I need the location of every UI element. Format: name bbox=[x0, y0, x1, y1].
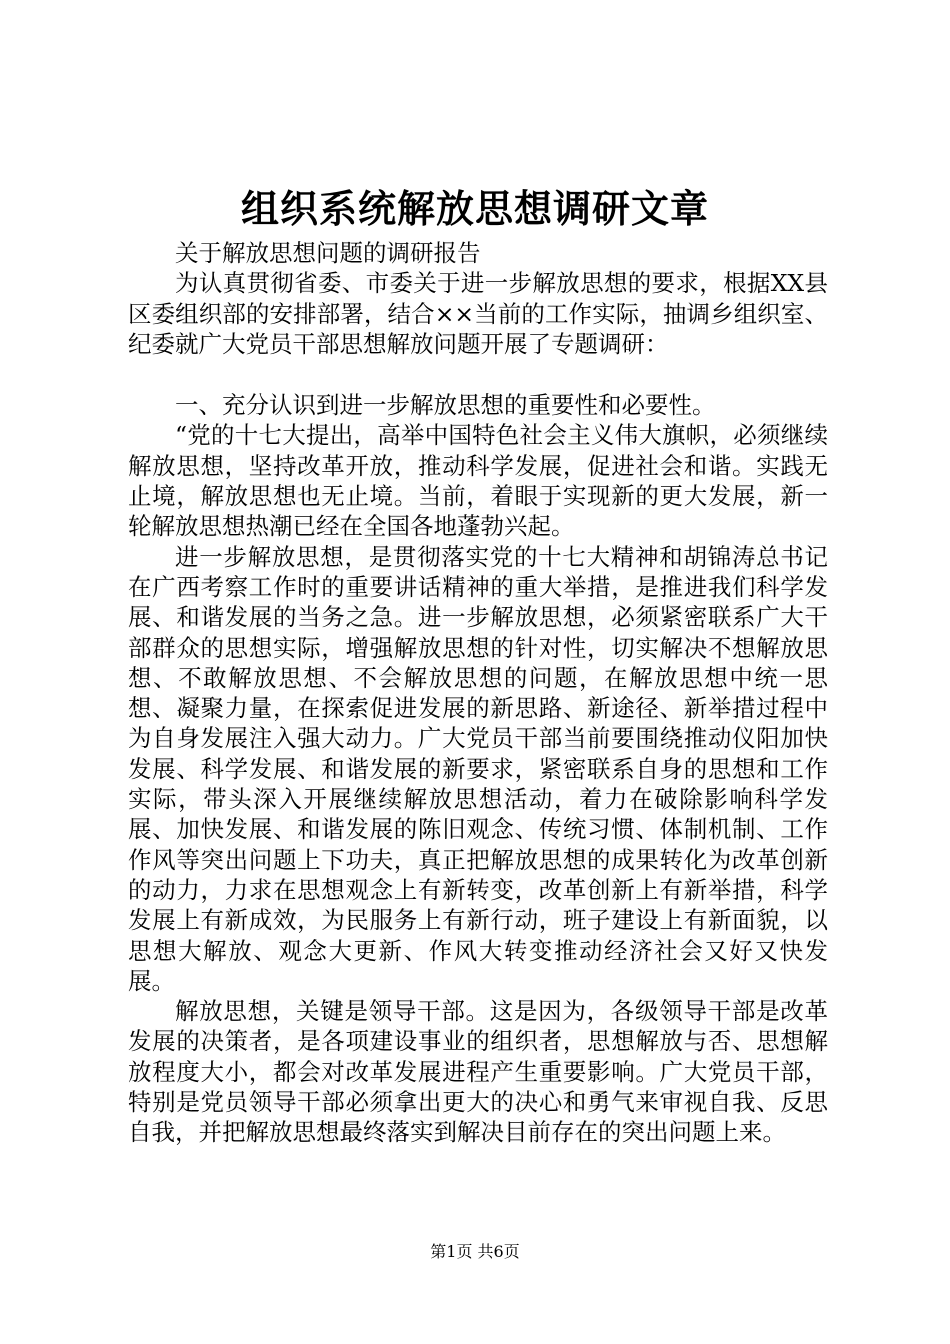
page-title: 组织系统解放思想调研文章 bbox=[240, 186, 709, 231]
section-heading: 一、充分认识到进一步解放思想的重要性和必要性。 bbox=[175, 391, 716, 420]
page-number-footer: 第1页 共6页 bbox=[430, 1242, 520, 1261]
body-paragraph: 进一步解放思想，是贯彻落实党的十七大精神和胡锦涛总书记在广西考察工作时的重要讲话精神的重大举措，是推进我们科学发展、和谐发展的当务之急。进一步解放思想，必须紧密联系广大干部群众的思想实际，增强解放思想的针对性，切实解决不想解放思想、不敢解放思想、不会解放思想的问题，在解放思想中统一思想、凝聚力量，在探索促进发展的新思路、新途径、新举措过程中为自身发展注入强大动力。广大党员干部当前要围绕推动仪阳加快发展、科学发展、和谐发展的新要求，紧密联系自身的思想和工作实际，带头深入开展继续解放思想活动，着力在破除影响科学发展、加快发展、和谐发展的陈旧观念、传统习惯、体制机制、工作作风等突出问题上下功夫，真正把解放思想的成果转化为改革创新的动力，力求在思想观念上有新转变，改革创新上有新举措，科学发展上有新成效，为民服务上有新行动，班子建设上有新面貌，以思想大解放、观念大更新、作风大转变推动经济社会又好又快发展。 bbox=[128, 542, 828, 995]
document-body bbox=[128, 238, 828, 1148]
body-paragraph: 解放思想，关键是领导干部。这是因为，各级领导干部是改革发展的决策者，是各项建设事业的组织者，思想解放与否、思想解放程度大小，都会对改革发展进程产生重要影响。广大党员干部，特别是党员领导干部必须拿出更大的决心和勇气来审视自我、反思自我，并把解放思想最终落实到解决目前存在的突出问题上来。 bbox=[128, 997, 828, 1147]
intro-paragraph: 为认真贯彻省委、市委关于进一步解放思想的要求，根据XX县区委组织部的安排部署，结合××当前的工作实际，抽调乡组织室、纪委就广大党员干部思想解放问题开展了专题调研： bbox=[128, 269, 828, 358]
report-subtitle: 关于解放思想问题的调研报告 bbox=[175, 239, 481, 267]
body-paragraph: “党的十七大提出，高举中国特色社会主义伟大旗帜，必须继续解放思想，坚持改革开放，推动科学发展，促进社会和谐。实践无止境，解放思想也无止境。当前，着眼于实现新的更大发展，新一轮解放思想热潮已经在全国各地蓬勃兴起。 bbox=[128, 421, 828, 541]
